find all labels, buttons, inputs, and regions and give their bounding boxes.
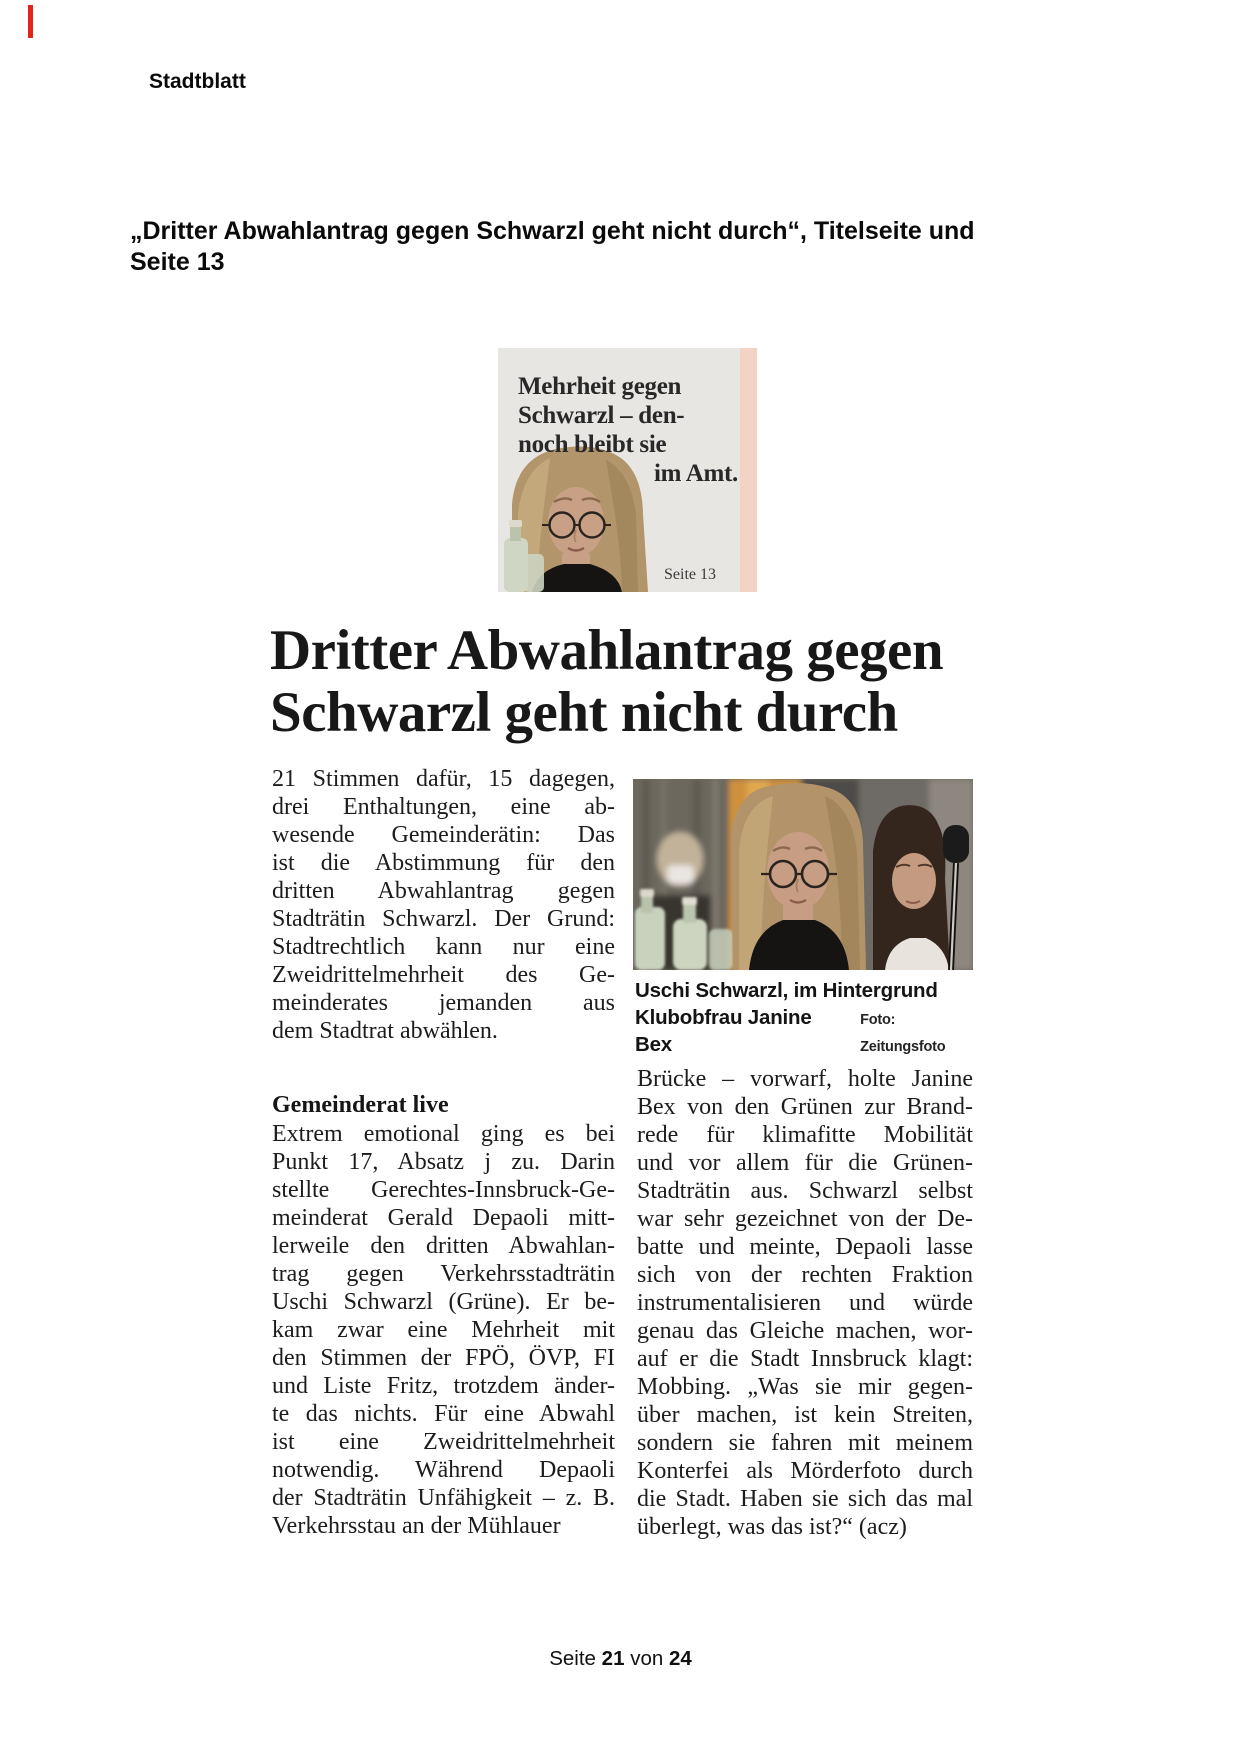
- clipping-headline: Mehrheit gegen Schwarzl – den- noch bleibt sie im Amt.: [518, 373, 738, 487]
- article-photo: [633, 779, 973, 970]
- document-title-line1: „Dritter Abwahlantrag gegen Schwarzl geht nicht durch“, Titelseite und: [130, 217, 975, 245]
- photo-caption-line2: Klubobfrau Janine Bex: [635, 1006, 812, 1056]
- brand-header: Stadtblatt: [149, 70, 246, 93]
- article-right-column: Brücke – vorwarf, holte Janine Bex von den Grünen zur Brand- rede für klimafitte Mobilität und vor allem für die Grünen- Stadträtin aus. Schwarzl selbst war sehr gezeichnet von der De- batte und meinte, Depaoli lasse sich von der rechten Fraktion instrumentalisieren und würde genau das Gleiche machen, wor- auf er die Stadt Innsbruck klagt: Mobbing. „Was sie mir gegen- über machen, ist kein Streiten, sondern sie fahren mit meinem Konterfei als Mörderfoto durch die Stadt. Haben sie sich das mal überlegt, was das ist?“ (acz): [637, 1066, 973, 1540]
- footer-total-pages: 24: [668, 1647, 692, 1670]
- photo-credit: Foto: Zeitungsfoto: [860, 1012, 946, 1055]
- photo-caption: [635, 977, 980, 1061]
- footer-label-page: Seite: [549, 1647, 596, 1670]
- document-title: [130, 216, 1110, 278]
- article-headline: Dritter Abwahlantrag gegen Schwarzl geht nicht durch: [270, 619, 944, 744]
- clipping-edge-strip: [740, 348, 757, 592]
- red-cursor-mark: [28, 5, 33, 38]
- photo-person-background: [873, 805, 950, 970]
- article-left-column-para1: 21 Stimmen dafür, 15 dagegen, drei Enthaltungen, eine ab- wesende Gemeinderätin: Das ist die Abstimmung für den dritten Abwahlantrag gegen Stadträtin Schwarzl. Der Grund: Stadtrechtlich kann nur eine Zweidrittelmehrheit des Ge- meinderates jemanden aus dem Stadtrat abwählen.: [272, 766, 615, 1044]
- clipping-page-ref: Seite 13: [664, 566, 716, 583]
- photo-person-foreground: [731, 783, 866, 970]
- article-subhead: Gemeinderat live: [272, 1092, 449, 1118]
- footer-label-of: von: [630, 1647, 664, 1670]
- document-title-line2: Seite 13: [130, 248, 225, 276]
- photo-caption-line1: Uschi Schwarzl, im Hintergrund: [635, 979, 938, 1002]
- page-footer: [0, 1647, 1241, 1671]
- article-left-column-para2: Extrem emotional ging es bei Punkt 17, Absatz j zu. Darin stellte Gerechtes-Innsbruck-Ge- meinderat Gerald Depaoli mitt- lerweile den dritten Abwahlan- trag gegen Verkehrsstadträtin Uschi Schwarzl (Grüne). Er be- kam zwar eine Mehrheit mit den Stimmen der FPÖ, ÖVP, FI und Liste Fritz, trotzdem änder- te das nichts. Für eine Abwahl ist eine Zweidrittelmehrheit notwendig. Während Depaoli der Stadträtin Unfähigkeit – z. B. Verkehrsstau an der Mühlauer: [272, 1121, 615, 1539]
- newspaper-clipping: [498, 348, 740, 592]
- footer-current-page: 21: [601, 1647, 625, 1670]
